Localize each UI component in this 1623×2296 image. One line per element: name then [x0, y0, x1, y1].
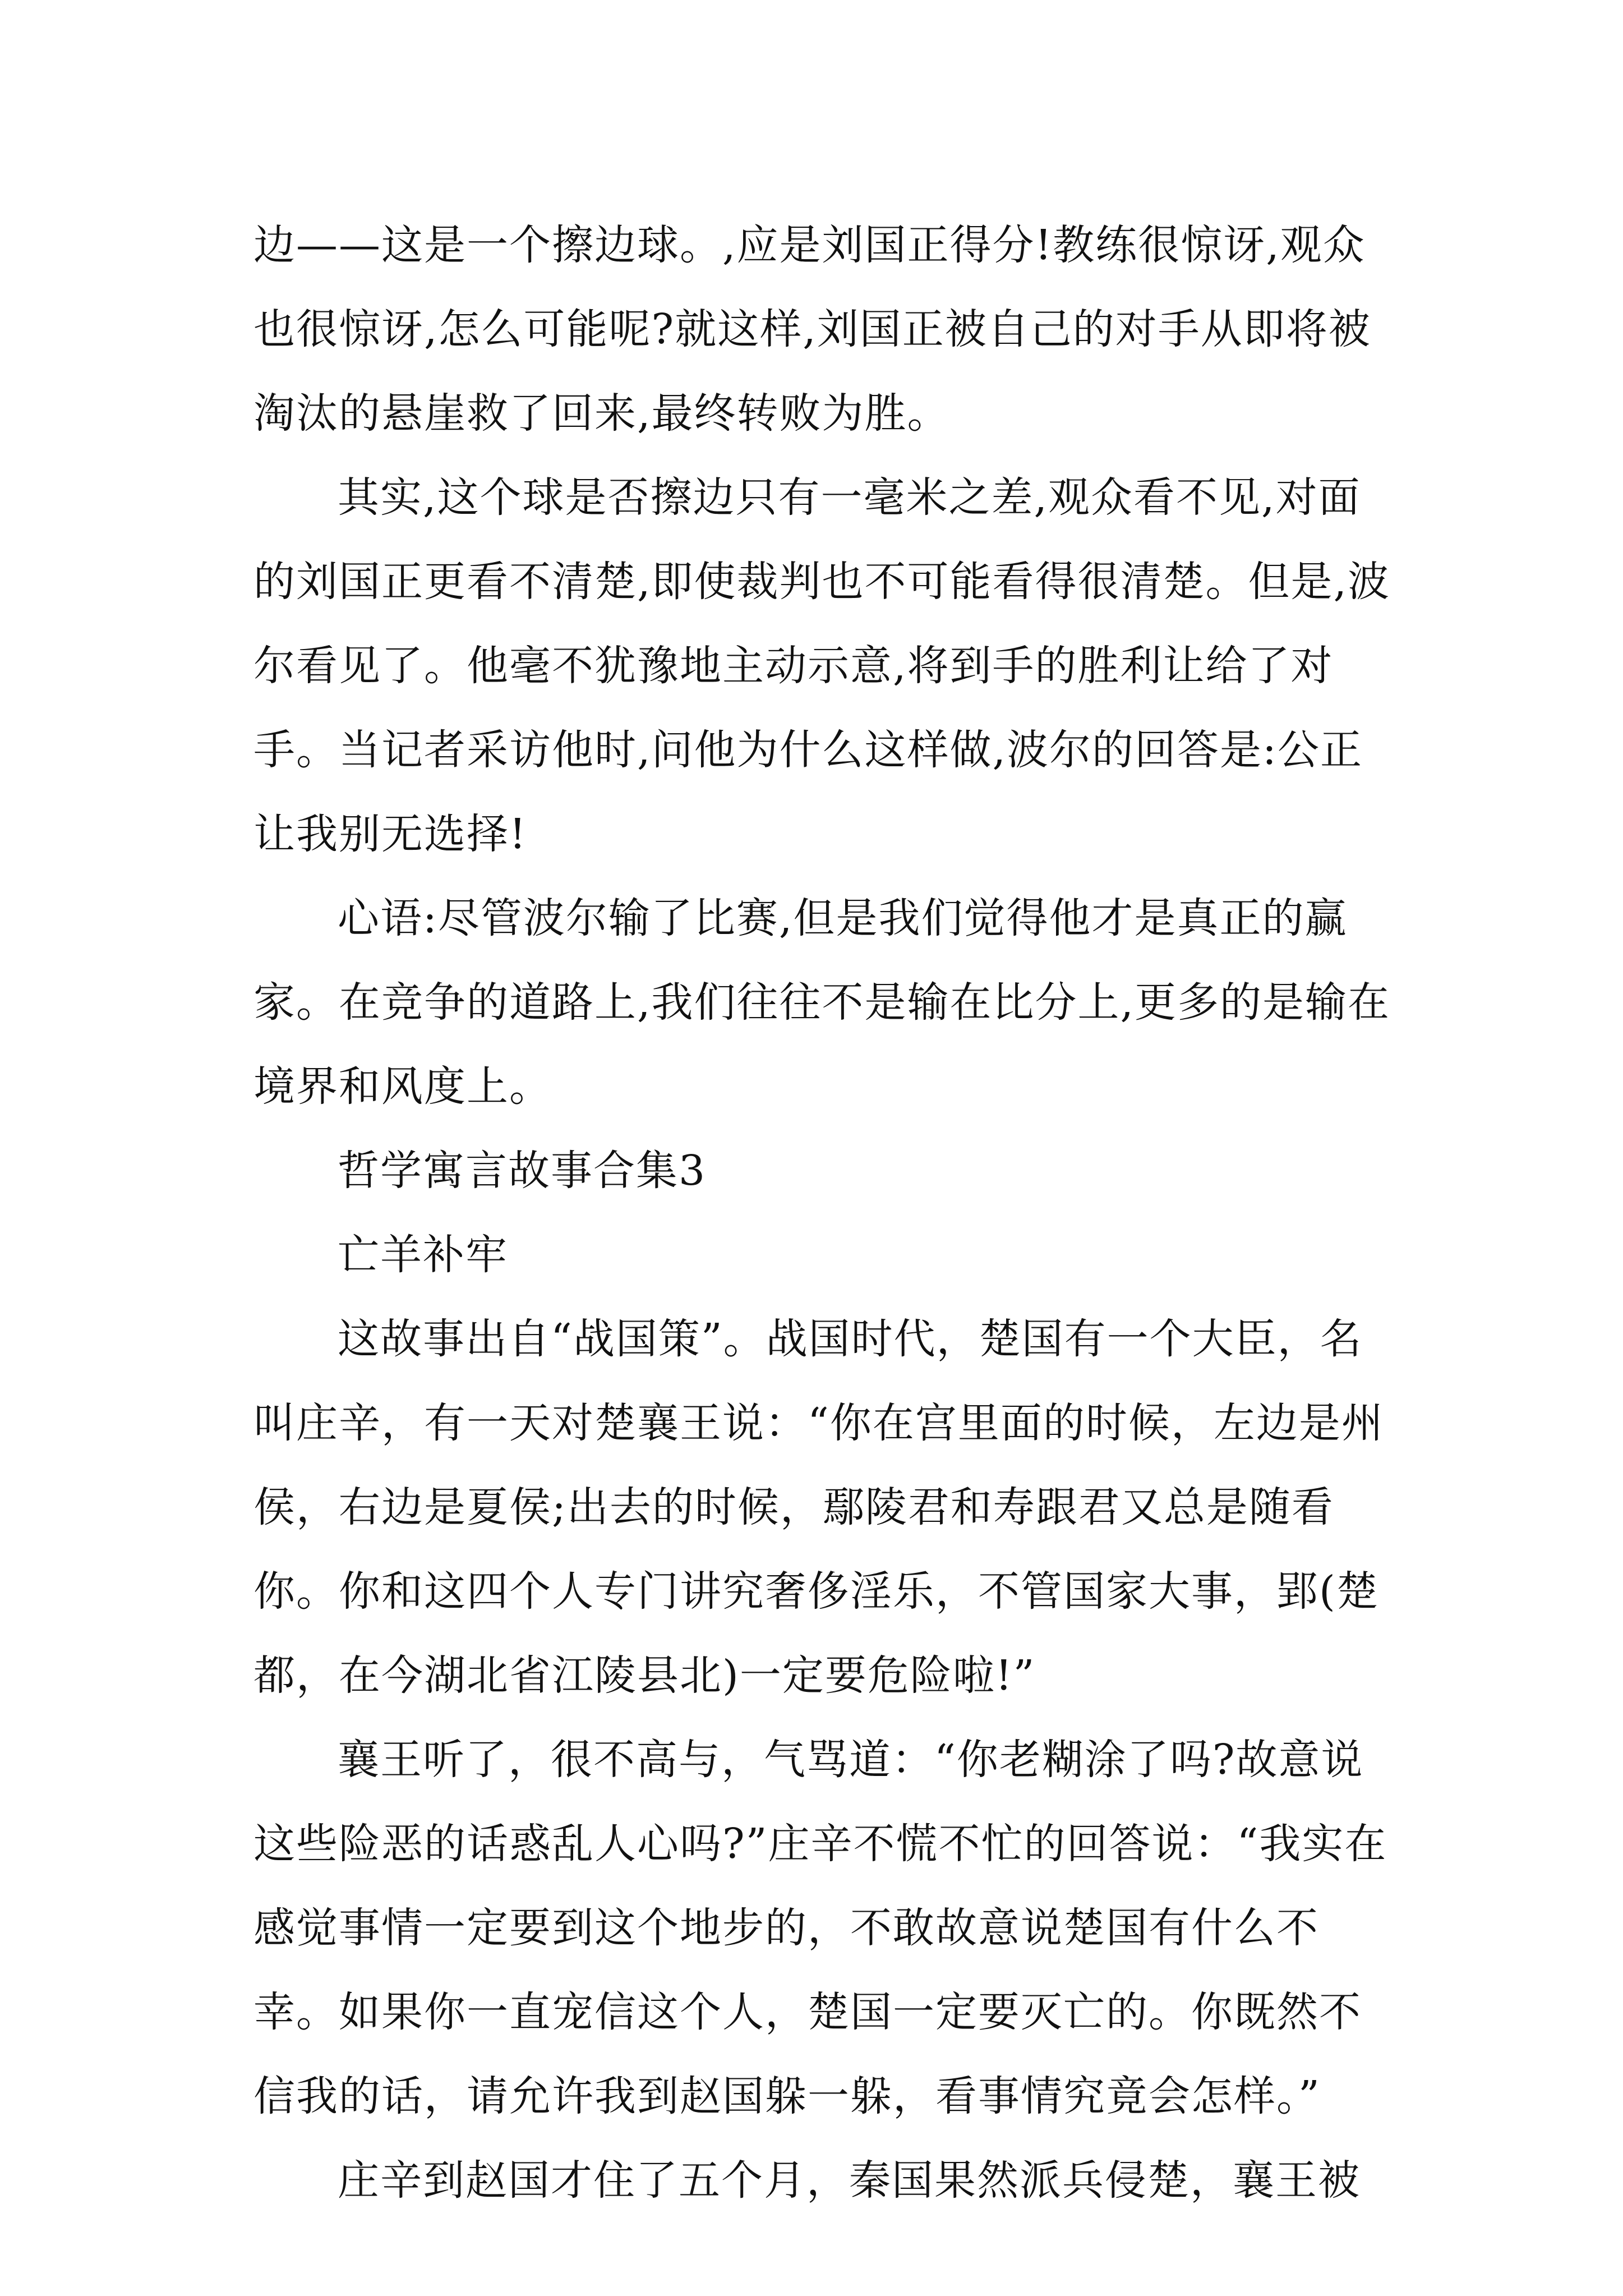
- section-heading: 哲学寓言故事合集3: [338, 1147, 707, 1195]
- paragraph-4: 这故事出自“战国策”。战国时代，楚国有一个大臣，名叫庄辛，有一天对楚襄王说：“你在宫里面的时候，左边是州侯，右边是夏侯;出去的时候，鄢陵君和寿跟君又总是随看你。你和这四个人专门讲究奢侈淫乐，不管国家大事，郢(楚都，在今湖北省江陵县北)一定要危险啦!”: [253, 1315, 1384, 1700]
- paragraph-5: 襄王听了，很不高与，气骂道：“你老糊涂了吗?故意说这些险恶的话惑乱人心吗?”庄辛不慌不忙的回答说：“我实在感觉事情一定要到这个地步的，不敢故意说楚国有什么不幸。如果你一直宠信这个人，楚国一定要灭亡的。你既然不信我的话，请允许我到赵国躲一躲，看事情究竟会怎样。”: [253, 1736, 1387, 2120]
- paragraph-3: 心语:尽管波尔输了比赛,但是我们觉得他才是真正的赢家。在竞争的道路上,我们往往不是输在比分上,更多的是输在境界和风度上。: [253, 894, 1391, 1111]
- story-title: 亡羊补牢: [338, 1231, 508, 1279]
- document-body: [253, 203, 1403, 2223]
- paragraph-2: 其实,这个球是否擦边只有一毫米之差,观众看不见,对面的刘国正更看不清楚,即使裁判也不可能看得很清楚。但是,波尔看见了。他毫不犹豫地主动示意,将到手的胜利让给了对手。当记者采访他时,问他为什么这样做,波尔的回答是:公正让我别无选择!: [253, 473, 1391, 858]
- paragraph-6: 庄辛到赵国才住了五个月，秦国果然派兵侵楚，襄王被: [338, 2156, 1361, 2205]
- paragraph-1: 边——这是一个擦边球。,应是刘国正得分!教练很惊讶,观众也很惊讶,怎么可能呢?就这样,刘国正被自己的对手从即将被淘汰的悬崖救了回来,最终转败为胜。: [253, 221, 1371, 438]
